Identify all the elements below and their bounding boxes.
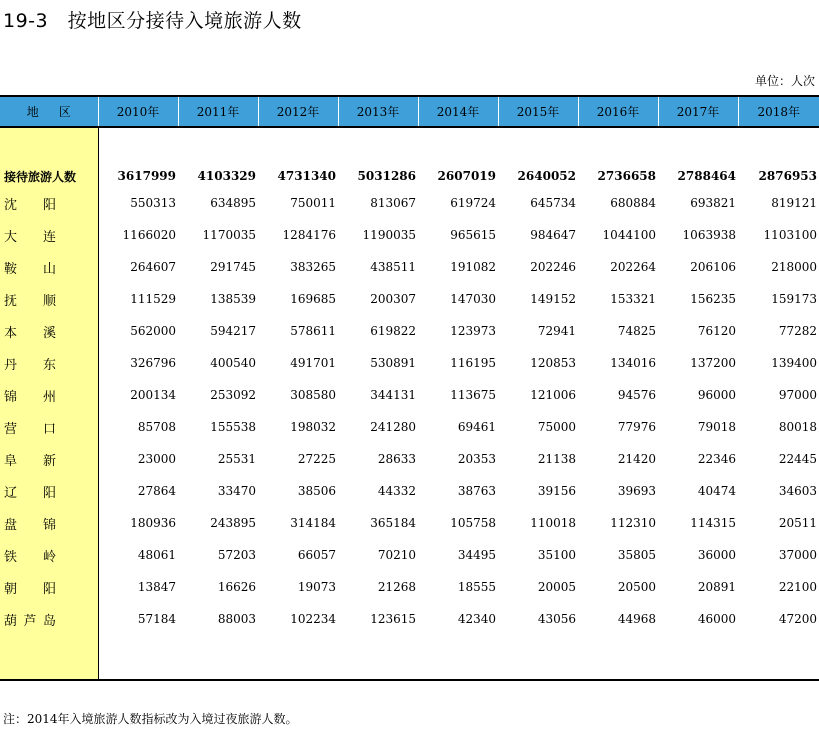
value-cell: 33470 <box>217 484 256 498</box>
empty-cell <box>98 635 178 680</box>
value-cell: 169685 <box>290 292 336 306</box>
empty-cell <box>178 635 258 680</box>
value-cell: 308580 <box>290 388 336 402</box>
empty-cell <box>418 635 498 680</box>
region-name <box>0 475 98 507</box>
table-row <box>0 251 819 283</box>
value-cell: 35805 <box>617 548 656 562</box>
value-cell: 44968 <box>617 612 656 626</box>
footnote: 注：2014年入境旅游人数指标改为入境过夜旅游人数。 <box>3 712 298 726</box>
value-cell: 27864 <box>137 484 176 498</box>
value-cell: 40474 <box>697 484 736 498</box>
region-name-text: 辽阳 <box>4 485 56 501</box>
header-year: 2013年 <box>338 96 418 127</box>
region-name <box>0 251 98 283</box>
header-year: 2015年 <box>498 96 578 127</box>
region-name-text: 沈阳 <box>4 197 56 213</box>
value-cell: 96000 <box>697 388 736 402</box>
region-name-text: 阜新 <box>4 453 56 469</box>
value-cell: 344131 <box>370 388 416 402</box>
region-name <box>0 219 98 251</box>
region-name <box>0 379 98 411</box>
value-cell: 134016 <box>610 356 656 370</box>
value-cell: 70210 <box>377 548 416 562</box>
value-cell: 34495 <box>457 548 496 562</box>
empty-cell <box>498 635 578 680</box>
total-value: 2788464 <box>677 169 736 183</box>
page-title: 19-3 按地区分接待入境旅游人数 <box>3 10 302 32</box>
value-cell: 1170035 <box>202 228 256 242</box>
value-cell: 693821 <box>690 196 736 210</box>
region-name-text: 本溪 <box>4 325 56 341</box>
value-cell: 365184 <box>370 516 416 530</box>
value-cell: 43056 <box>537 612 576 626</box>
value-cell: 1044100 <box>602 228 656 242</box>
value-cell: 619724 <box>450 196 496 210</box>
region-name-text: 丹东 <box>4 357 56 373</box>
value-cell: 138539 <box>210 292 256 306</box>
value-cell: 159173 <box>771 292 817 306</box>
table-row <box>0 539 819 571</box>
unit-label: 单位：人次 <box>754 74 815 88</box>
table-row <box>0 347 819 379</box>
value-cell: 291745 <box>210 260 256 274</box>
value-cell: 438511 <box>370 260 416 274</box>
total-value: 2607019 <box>437 169 496 183</box>
value-cell: 155538 <box>210 420 256 434</box>
table-row <box>0 315 819 347</box>
value-cell: 984647 <box>530 228 576 242</box>
value-cell: 27225 <box>297 452 336 466</box>
region-name-text: 鞍山 <box>4 261 56 277</box>
value-cell: 105758 <box>450 516 496 530</box>
value-cell: 200134 <box>130 388 176 402</box>
value-cell: 76120 <box>697 324 736 338</box>
value-cell: 120853 <box>530 356 576 370</box>
value-cell: 16626 <box>217 580 256 594</box>
value-cell: 25531 <box>217 452 256 466</box>
value-cell: 85708 <box>137 420 176 434</box>
table-row <box>0 507 819 539</box>
table-row <box>0 411 819 443</box>
empty-cell <box>258 635 338 680</box>
table-row <box>0 187 819 219</box>
value-cell: 156235 <box>690 292 736 306</box>
value-cell: 48061 <box>137 548 176 562</box>
value-cell: 619822 <box>370 324 416 338</box>
region-name <box>0 571 98 603</box>
region-name-text: 朝阳 <box>4 581 56 597</box>
value-cell: 1284176 <box>282 228 336 242</box>
value-cell: 57203 <box>217 548 256 562</box>
value-cell: 46000 <box>697 612 736 626</box>
value-cell: 38763 <box>457 484 496 498</box>
value-cell: 80018 <box>778 420 817 434</box>
total-value: 4731340 <box>277 169 336 183</box>
value-cell: 97000 <box>778 388 817 402</box>
table-row <box>0 219 819 251</box>
value-cell: 111529 <box>130 292 176 306</box>
region-name <box>0 411 98 443</box>
value-cell: 149152 <box>530 292 576 306</box>
value-cell: 139400 <box>771 356 817 370</box>
value-cell: 39693 <box>617 484 656 498</box>
value-cell: 75000 <box>537 420 576 434</box>
value-cell: 38506 <box>297 484 336 498</box>
value-cell: 202246 <box>530 260 576 274</box>
region-name <box>0 187 98 219</box>
value-cell: 13847 <box>137 580 176 594</box>
value-cell: 23000 <box>137 452 176 466</box>
region-name-text: 营口 <box>4 421 56 437</box>
header-year: 2016年 <box>578 96 658 127</box>
region-cell-empty <box>0 127 98 165</box>
value-cell: 314184 <box>290 516 336 530</box>
value-cell: 18555 <box>457 580 496 594</box>
total-label: 接待旅游人数 <box>0 165 98 187</box>
header-row <box>0 96 819 127</box>
value-cell: 191082 <box>450 260 496 274</box>
value-cell: 1190035 <box>362 228 416 242</box>
value-cell: 35100 <box>537 548 576 562</box>
region-name-text: 葫芦岛 <box>4 613 56 629</box>
bottom-spacer-row <box>0 635 819 680</box>
value-cell: 750011 <box>290 196 336 210</box>
value-cell: 37000 <box>778 548 817 562</box>
value-cell: 121006 <box>530 388 576 402</box>
value-cell: 20353 <box>457 452 496 466</box>
value-cell: 200307 <box>370 292 416 306</box>
value-cell: 562000 <box>130 324 176 338</box>
total-value: 4103329 <box>197 169 256 183</box>
spacer-row <box>0 127 819 165</box>
value-cell: 77976 <box>617 420 656 434</box>
table-row <box>0 603 819 635</box>
value-cell: 1103100 <box>763 228 817 242</box>
value-cell: 20005 <box>537 580 576 594</box>
value-cell: 206106 <box>690 260 736 274</box>
value-cell: 264607 <box>130 260 176 274</box>
value-cell: 34603 <box>778 484 817 498</box>
region-name <box>0 507 98 539</box>
value-cell: 22445 <box>778 452 817 466</box>
value-cell: 813067 <box>370 196 416 210</box>
region-name <box>0 603 98 635</box>
value-cell: 79018 <box>697 420 736 434</box>
value-cell: 634895 <box>210 196 256 210</box>
value-cell: 326796 <box>130 356 176 370</box>
value-cell: 1063938 <box>682 228 736 242</box>
table-row <box>0 443 819 475</box>
value-cell: 69461 <box>457 420 496 434</box>
value-cell: 116195 <box>450 356 496 370</box>
value-cell: 550313 <box>130 196 176 210</box>
value-cell: 112310 <box>610 516 656 530</box>
header-year: 2010年 <box>98 96 178 127</box>
header-year: 2017年 <box>658 96 738 127</box>
region-name-text: 铁岭 <box>4 549 56 565</box>
value-cell: 243895 <box>210 516 256 530</box>
region-name-text: 抚顺 <box>4 293 56 309</box>
region-name-text: 盘锦 <box>4 517 56 533</box>
value-cell: 147030 <box>450 292 496 306</box>
value-cell: 819121 <box>771 196 817 210</box>
header-year: 2018年 <box>738 96 819 127</box>
total-value: 2736658 <box>597 169 656 183</box>
header-year: 2014年 <box>418 96 498 127</box>
value-cell: 114315 <box>690 516 736 530</box>
value-cell: 19073 <box>297 580 336 594</box>
value-cell: 44332 <box>377 484 416 498</box>
value-cell: 645734 <box>530 196 576 210</box>
value-cell: 22100 <box>778 580 817 594</box>
value-cell: 153321 <box>610 292 656 306</box>
total-value: 2876953 <box>758 169 817 183</box>
value-cell: 88003 <box>217 612 256 626</box>
region-cell-empty <box>0 635 98 680</box>
value-cell: 137200 <box>690 356 736 370</box>
value-cell: 66057 <box>297 548 336 562</box>
value-cell: 578611 <box>290 324 336 338</box>
region-name <box>0 347 98 379</box>
value-cell: 20500 <box>617 580 656 594</box>
value-cell: 400540 <box>210 356 256 370</box>
value-cell: 74825 <box>617 324 656 338</box>
value-cell: 77282 <box>778 324 817 338</box>
table-row <box>0 379 819 411</box>
value-cell: 1166020 <box>122 228 176 242</box>
table-row <box>0 475 819 507</box>
region-name-text: 锦州 <box>4 389 56 405</box>
total-value: 3617999 <box>117 169 176 183</box>
region-name-text: 大连 <box>4 229 56 245</box>
header-region: 地区 <box>0 96 98 127</box>
region-name <box>0 443 98 475</box>
total-value: 5031286 <box>357 169 416 183</box>
value-cell: 123615 <box>370 612 416 626</box>
value-cell: 198032 <box>290 420 336 434</box>
total-value: 2640052 <box>517 169 576 183</box>
value-cell: 36000 <box>697 548 736 562</box>
value-cell: 202264 <box>610 260 656 274</box>
value-cell: 491701 <box>290 356 336 370</box>
region-name <box>0 283 98 315</box>
region-name <box>0 539 98 571</box>
empty-cell <box>738 635 819 680</box>
value-cell: 241280 <box>370 420 416 434</box>
value-cell: 21268 <box>377 580 416 594</box>
header-year: 2011年 <box>178 96 258 127</box>
header-year: 2012年 <box>258 96 338 127</box>
value-cell: 20511 <box>778 516 817 530</box>
tourism-table <box>0 95 819 681</box>
value-cell: 218000 <box>771 260 817 274</box>
table-row <box>0 571 819 603</box>
value-cell: 594217 <box>210 324 256 338</box>
value-cell: 39156 <box>537 484 576 498</box>
region-name <box>0 315 98 347</box>
table-row <box>0 283 819 315</box>
value-cell: 110018 <box>530 516 576 530</box>
value-cell: 20891 <box>697 580 736 594</box>
value-cell: 965615 <box>450 228 496 242</box>
value-cell: 113675 <box>450 388 496 402</box>
empty-cell <box>578 635 658 680</box>
value-cell: 180936 <box>130 516 176 530</box>
value-cell: 57184 <box>137 612 176 626</box>
value-cell: 22346 <box>697 452 736 466</box>
value-cell: 21138 <box>537 452 576 466</box>
value-cell: 383265 <box>290 260 336 274</box>
tourism-table-container <box>0 95 819 681</box>
value-cell: 102234 <box>290 612 336 626</box>
value-cell: 72941 <box>537 324 576 338</box>
value-cell: 680884 <box>610 196 656 210</box>
value-cell: 28633 <box>377 452 416 466</box>
value-cell: 530891 <box>370 356 416 370</box>
empty-cell <box>338 635 418 680</box>
value-cell: 47200 <box>778 612 817 626</box>
value-cell: 21420 <box>617 452 656 466</box>
empty-cell <box>658 635 738 680</box>
value-cell: 253092 <box>210 388 256 402</box>
value-cell: 94576 <box>617 388 656 402</box>
value-cell: 42340 <box>457 612 496 626</box>
value-cell: 123973 <box>450 324 496 338</box>
total-row <box>0 165 819 187</box>
